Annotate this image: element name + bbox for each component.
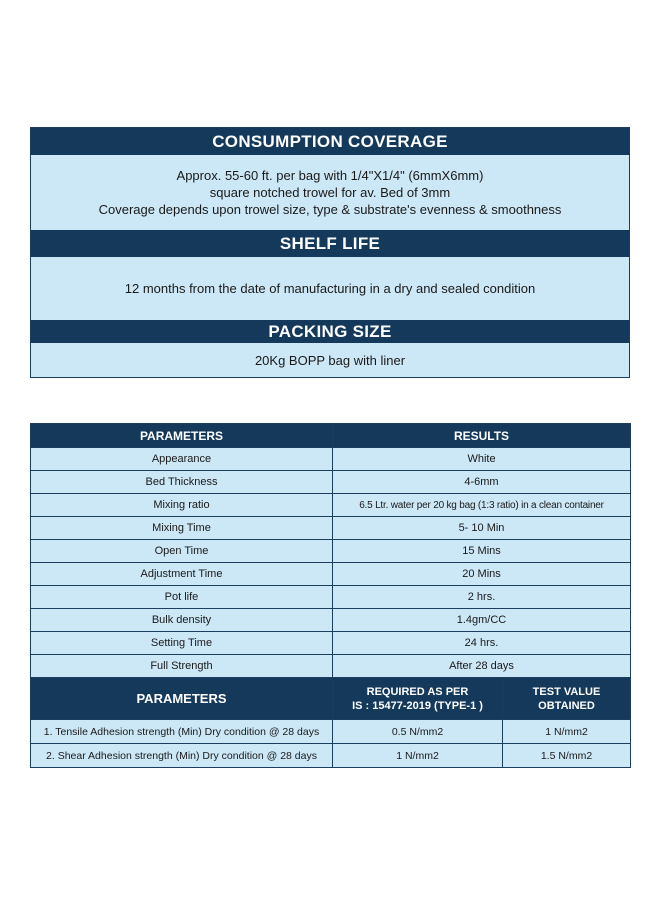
- required-value-cell: 1 N/mm2: [333, 744, 503, 768]
- specifications-table: [30, 423, 631, 768]
- table-row: [31, 494, 631, 517]
- consumption-coverage-body: [31, 155, 629, 230]
- result-cell: 24 hrs.: [333, 632, 631, 655]
- consumption-line-3: Coverage depends upon trowel size, type & substrate's evenness & smoothness: [98, 202, 562, 217]
- test-header-line-1: TEST VALUE: [532, 685, 601, 698]
- parameter-cell: Mixing ratio: [31, 494, 333, 517]
- packing-size-heading: PACKING SIZE: [31, 320, 629, 343]
- result-cell: White: [333, 448, 631, 471]
- parameter-cell: Bed Thickness: [31, 471, 333, 494]
- shelf-life-text: 12 months from the date of manufacturing in a dry and sealed condition: [124, 281, 536, 296]
- required-column-header: [333, 678, 503, 720]
- parameter-cell: Open Time: [31, 540, 333, 563]
- result-cell: 2 hrs.: [333, 586, 631, 609]
- table-row: [31, 517, 631, 540]
- obtained-value-cell: 1 N/mm2: [503, 720, 631, 744]
- required-header-line-2: IS : 15477-2019 (TYPE-1 ): [352, 699, 483, 712]
- result-cell: 20 Mins: [333, 563, 631, 586]
- table-row: [31, 586, 631, 609]
- table-row: [31, 563, 631, 586]
- parameter-cell: Full Strength: [31, 655, 333, 678]
- result-cell: 5- 10 Min: [333, 517, 631, 540]
- parameter-cell: Appearance: [31, 448, 333, 471]
- test-parameter-cell: 1. Tensile Adhesion strength (Min) Dry condition @ 28 days: [31, 720, 333, 744]
- consumption-line-2: square notched trowel for av. Bed of 3mm: [209, 185, 451, 200]
- table-row: [31, 448, 631, 471]
- packing-size-body: [31, 343, 629, 377]
- consumption-coverage-heading: CONSUMPTION COVERAGE: [31, 128, 629, 155]
- parameters-header-row: [31, 424, 631, 448]
- table-row: [31, 540, 631, 563]
- results-column-header: RESULTS: [333, 424, 631, 448]
- obtained-value-cell: 1.5 N/mm2: [503, 744, 631, 768]
- parameter-cell: Setting Time: [31, 632, 333, 655]
- parameter-cell: Mixing Time: [31, 517, 333, 540]
- result-cell: 15 Mins: [333, 540, 631, 563]
- test-header-row: [31, 678, 631, 720]
- result-cell: 4-6mm: [333, 471, 631, 494]
- parameter-cell: Adjustment Time: [31, 563, 333, 586]
- test-header-line-2: OBTAINED: [538, 699, 595, 712]
- consumption-line-1: Approx. 55-60 ft. per bag with 1/4"X1/4" (6mmX6mm): [176, 168, 484, 183]
- product-info-card: [30, 127, 630, 378]
- table-row: [31, 609, 631, 632]
- required-value-cell: 0.5 N/mm2: [333, 720, 503, 744]
- parameter-cell: Bulk density: [31, 609, 333, 632]
- result-cell: 1.4gm/CC: [333, 609, 631, 632]
- test-row: [31, 720, 631, 744]
- table-row: [31, 632, 631, 655]
- test-value-column-header: [503, 678, 631, 720]
- shelf-life-heading: SHELF LIFE: [31, 230, 629, 257]
- table-row: [31, 471, 631, 494]
- packing-size-text: 20Kg BOPP bag with liner: [254, 352, 406, 368]
- required-header-line-1: REQUIRED AS PER: [366, 685, 469, 698]
- parameters-column-header: PARAMETERS: [31, 424, 333, 448]
- table-row: [31, 655, 631, 678]
- result-cell: After 28 days: [333, 655, 631, 678]
- test-row: [31, 744, 631, 768]
- specifications-table-wrap: [30, 423, 630, 768]
- shelf-life-body: [31, 257, 629, 320]
- result-cell: 6.5 Ltr. water per 20 kg bag (1:3 ratio) in a clean container: [333, 494, 631, 517]
- test-parameters-column-header: PARAMETERS: [31, 678, 333, 720]
- test-parameter-cell: 2. Shear Adhesion strength (Min) Dry condition @ 28 days: [31, 744, 333, 768]
- parameter-cell: Pot life: [31, 586, 333, 609]
